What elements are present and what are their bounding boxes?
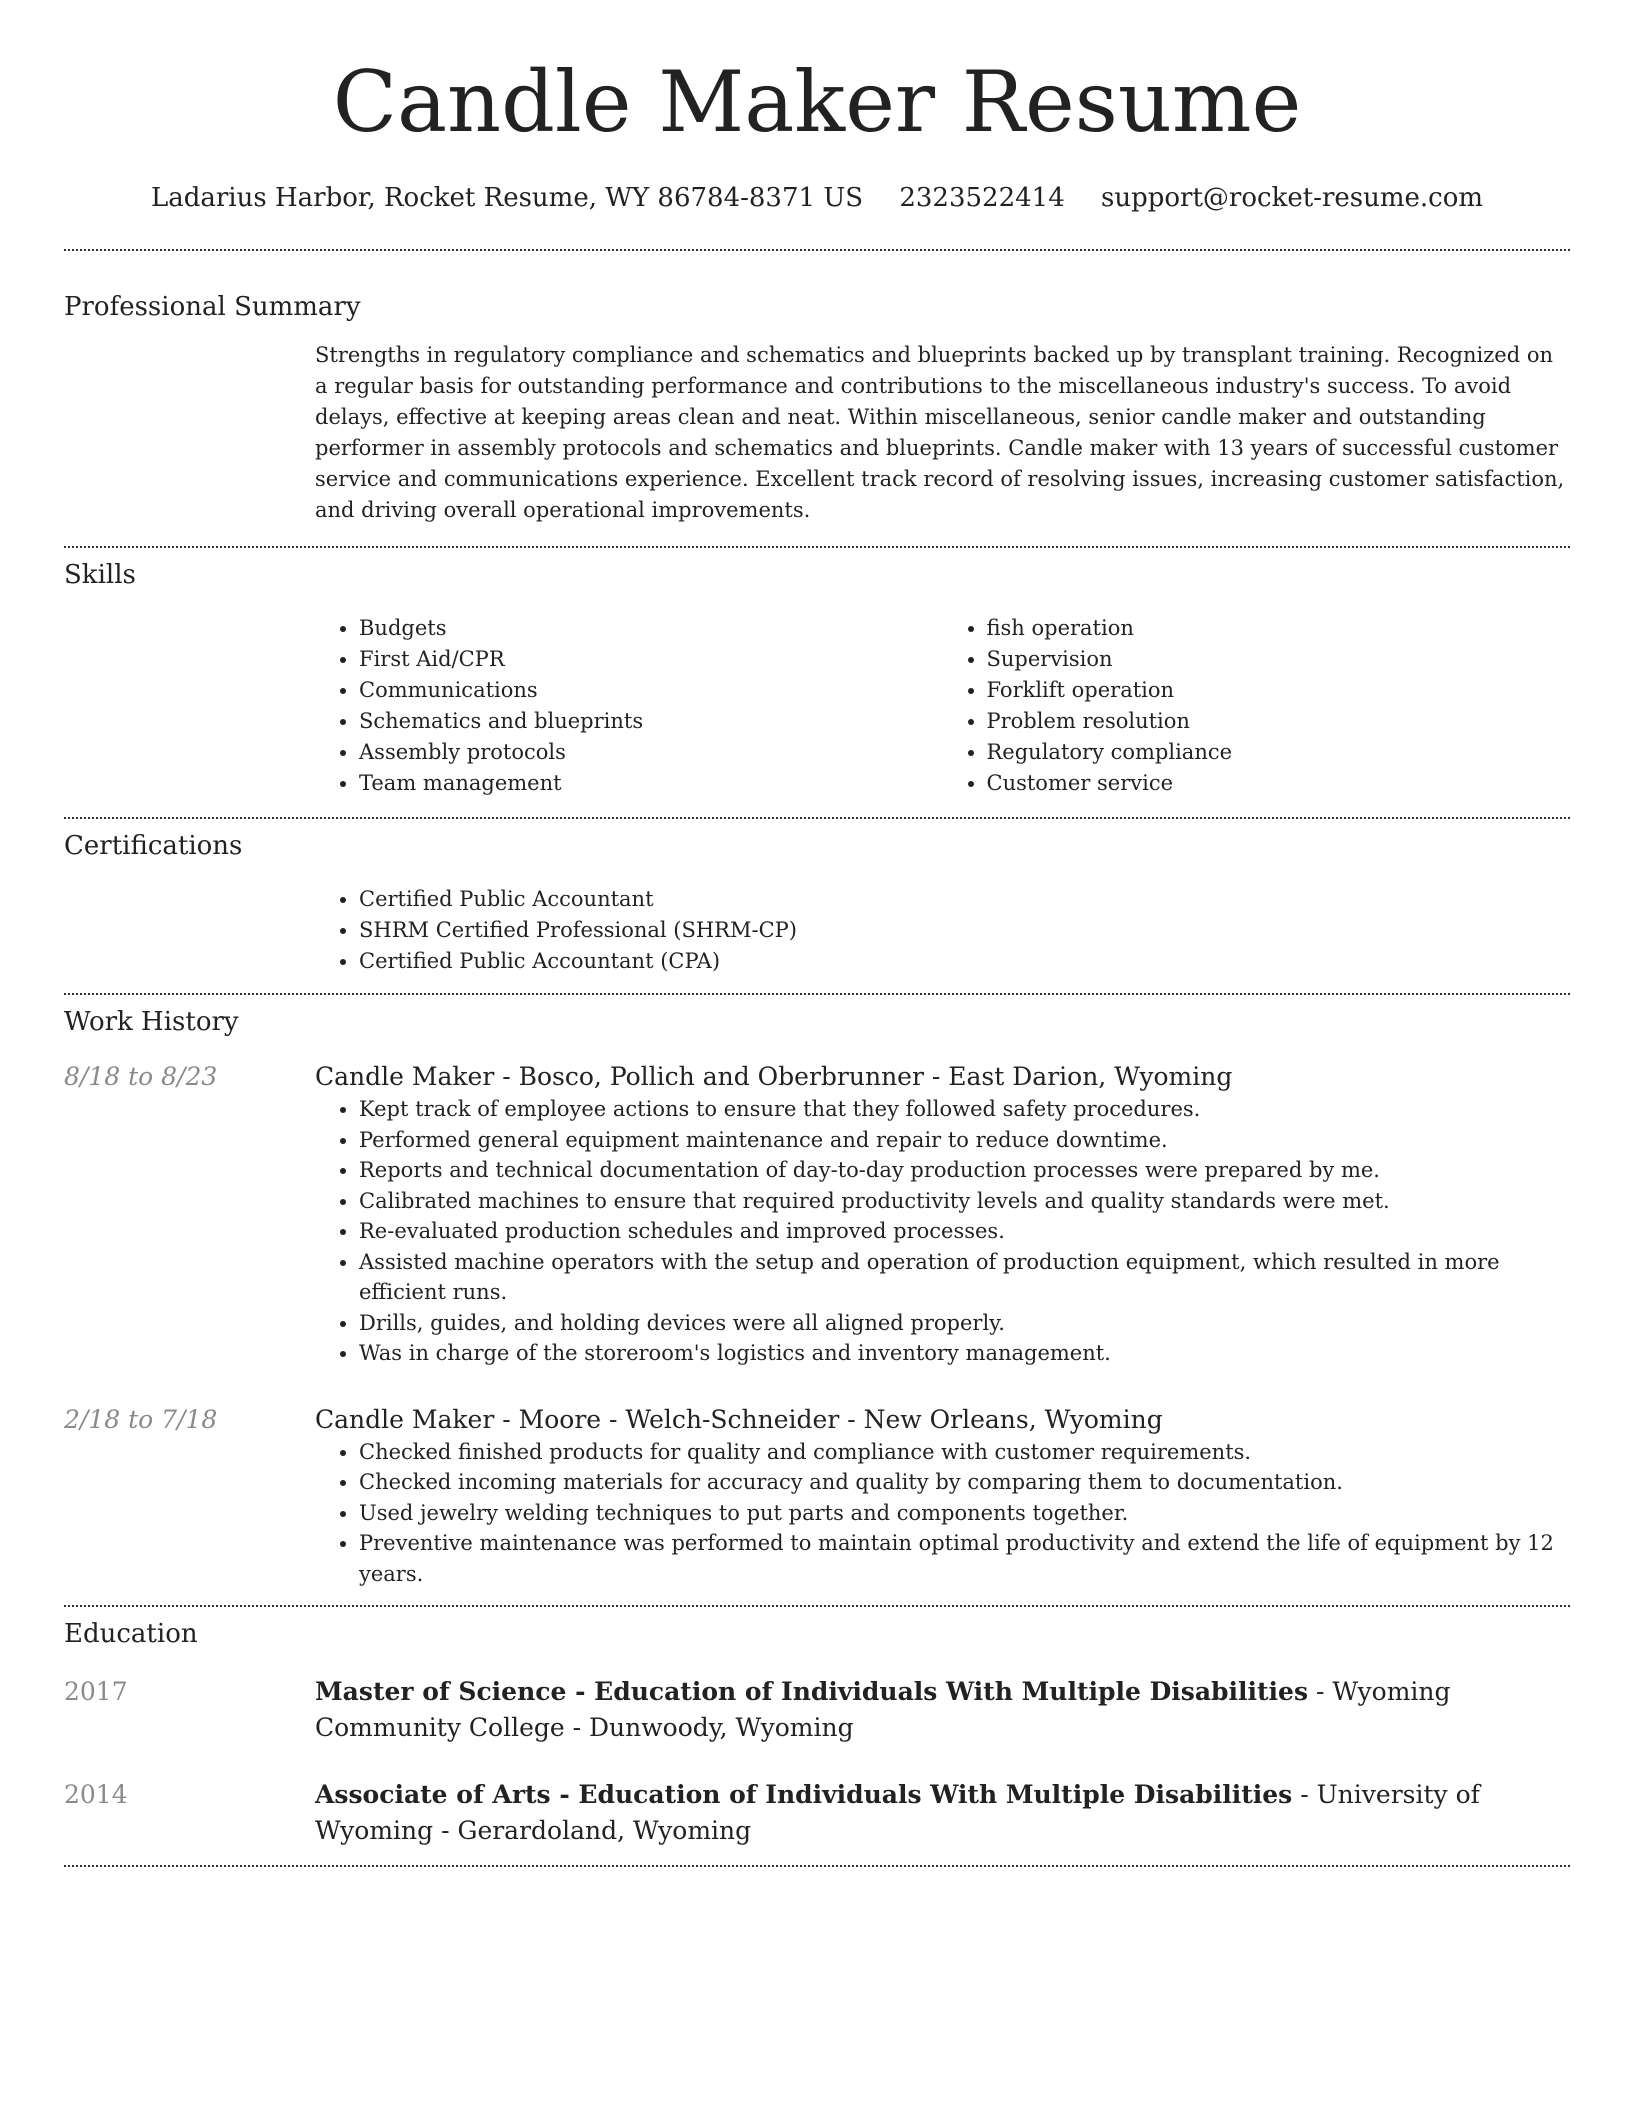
resume-page xyxy=(64,0,1570,1867)
list-item: • Customer service xyxy=(987,768,1571,799)
job-body xyxy=(315,1060,1570,1369)
education-degree: Associate of Arts - Education of Individuals With Multiple Disabilities xyxy=(315,1780,1293,1809)
divider xyxy=(64,249,1570,251)
job-bullets xyxy=(315,1437,1570,1590)
divider xyxy=(64,1605,1570,1607)
education-body xyxy=(315,1777,1570,1849)
education-school: - Wyoming Community College - Dunwoody, Wyoming xyxy=(315,1677,1451,1742)
summary-body xyxy=(315,340,1570,526)
list-item: • Supervision xyxy=(987,644,1571,675)
list-item: • Reports and technical documentation of day-to-day production processes were prepared by me. xyxy=(359,1155,1570,1186)
job-company: Moore - Welch-Schneider xyxy=(518,1404,840,1434)
job-entry xyxy=(64,1403,1570,1590)
summary-text: Strengths in regulatory compliance and schematics and blueprints backed up by transplant training. Recognized on a regular basis for outstanding performance and contributions to the miscellaneous industry's success. To avoid delays, effective at keeping areas clean and neat. Within miscellaneous, senior candle maker and outstanding performer in assembly protocols and schematics and blueprints. Candle maker with 13 years of successful customer service and communications experience. Excellent track record of resolving issues, increasing customer satisfaction, and driving overall operational improvements. xyxy=(315,343,1565,522)
job-bullets xyxy=(315,1094,1570,1369)
job-title xyxy=(315,1060,1570,1094)
certifications-list xyxy=(315,884,1570,977)
list-item: • Assembly protocols xyxy=(359,737,943,768)
list-item: • Regulatory compliance xyxy=(987,737,1571,768)
contact-line xyxy=(64,182,1570,214)
list-item: • First Aid/CPR xyxy=(359,644,943,675)
education-year: 2017 xyxy=(64,1677,128,1706)
list-item: • Forklift operation xyxy=(987,675,1571,706)
list-item: • Calibrated machines to ensure that required productivity levels and quality standards were met. xyxy=(359,1186,1570,1217)
list-item: • Performed general equipment maintenance and repair to reduce downtime. xyxy=(359,1125,1570,1156)
divider xyxy=(64,993,1570,995)
education-heading: Education xyxy=(64,1619,198,1649)
list-item: • Was in charge of the storeroom's logistics and inventory management. xyxy=(359,1338,1570,1369)
list-item: • SHRM Certified Professional (SHRM-CP) xyxy=(359,915,1570,946)
work-heading: Work History xyxy=(64,1007,239,1037)
skills-section xyxy=(64,559,1570,799)
skills-heading: Skills xyxy=(64,560,136,590)
education-body xyxy=(315,1674,1570,1746)
certifications-heading: Certifications xyxy=(64,831,243,861)
job-role: Candle Maker xyxy=(315,1062,495,1091)
work-section xyxy=(64,1006,1570,1589)
education-school: - University of Wyoming - Gerardoland, Wyoming xyxy=(315,1780,1480,1845)
certifications-section xyxy=(64,830,1570,977)
list-item: • Schematics and blueprints xyxy=(359,706,943,737)
divider xyxy=(64,546,1570,548)
job-title xyxy=(315,1403,1570,1437)
job-body xyxy=(315,1403,1570,1590)
contact-phone: 2323522414 xyxy=(899,183,1065,213)
list-item: • Team management xyxy=(359,768,943,799)
divider xyxy=(64,817,1570,819)
job-separator: - xyxy=(839,1404,864,1434)
job-role: Candle Maker xyxy=(315,1404,495,1434)
job-location: New Orleans, Wyoming xyxy=(863,1404,1163,1434)
job-dates: 8/18 to 8/23 xyxy=(64,1062,218,1091)
job-entry xyxy=(64,1060,1570,1369)
list-item: • Assisted machine operators with the setup and operation of production equipment, which resulted in more efficient runs. xyxy=(359,1247,1570,1308)
list-item: • Checked finished products for quality and compliance with customer requirements. xyxy=(359,1437,1570,1468)
list-item: • fish operation xyxy=(987,613,1571,644)
summary-heading: Professional Summary xyxy=(64,292,361,322)
education-year: 2014 xyxy=(64,1780,128,1809)
education-section xyxy=(64,1618,1570,1849)
contact-address: Ladarius Harbor, Rocket Resume, WY 86784-8371 US xyxy=(150,183,864,213)
list-item: • Communications xyxy=(359,675,943,706)
summary-section xyxy=(64,291,1570,526)
job-separator: - xyxy=(923,1062,949,1091)
education-entry xyxy=(64,1674,1570,1746)
list-item: • Certified Public Accountant (CPA) xyxy=(359,946,1570,977)
list-item: • Used jewelry welding techniques to put parts and components together. xyxy=(359,1498,1570,1529)
list-item: • Problem resolution xyxy=(987,706,1571,737)
list-item: • Certified Public Accountant xyxy=(359,884,1570,915)
education-degree: Master of Science - Education of Individuals With Multiple Disabilities xyxy=(315,1677,1309,1706)
list-item: • Kept track of employee actions to ensure that they followed safety procedures. xyxy=(359,1094,1570,1125)
skills-body xyxy=(315,613,1570,799)
list-item: • Drills, guides, and holding devices were all aligned properly. xyxy=(359,1308,1570,1339)
resume-title: Candle Maker Resume xyxy=(332,53,1302,151)
job-location: East Darion, Wyoming xyxy=(948,1062,1233,1091)
certifications-body xyxy=(315,884,1570,977)
list-item: • Preventive maintenance was performed to maintain optimal productivity and extend the life of equipment by 12 years. xyxy=(359,1528,1570,1589)
skills-grid xyxy=(315,613,1570,799)
job-dates: 2/18 to 7/18 xyxy=(64,1404,218,1434)
job-company: Bosco, Pollich and Oberbrunner xyxy=(518,1062,924,1091)
list-item: • Re-evaluated production schedules and improved processes. xyxy=(359,1216,1570,1247)
education-entry xyxy=(64,1777,1570,1849)
job-separator: - xyxy=(494,1404,519,1434)
divider xyxy=(64,1865,1570,1867)
list-item: • Checked incoming materials for accuracy and quality by comparing them to documentation. xyxy=(359,1467,1570,1498)
job-separator: - xyxy=(494,1062,519,1091)
list-item: • Budgets xyxy=(359,613,943,644)
skills-list-right xyxy=(943,613,1571,799)
skills-list-left xyxy=(315,613,943,799)
contact-email: support@rocket-resume.com xyxy=(1101,183,1484,213)
